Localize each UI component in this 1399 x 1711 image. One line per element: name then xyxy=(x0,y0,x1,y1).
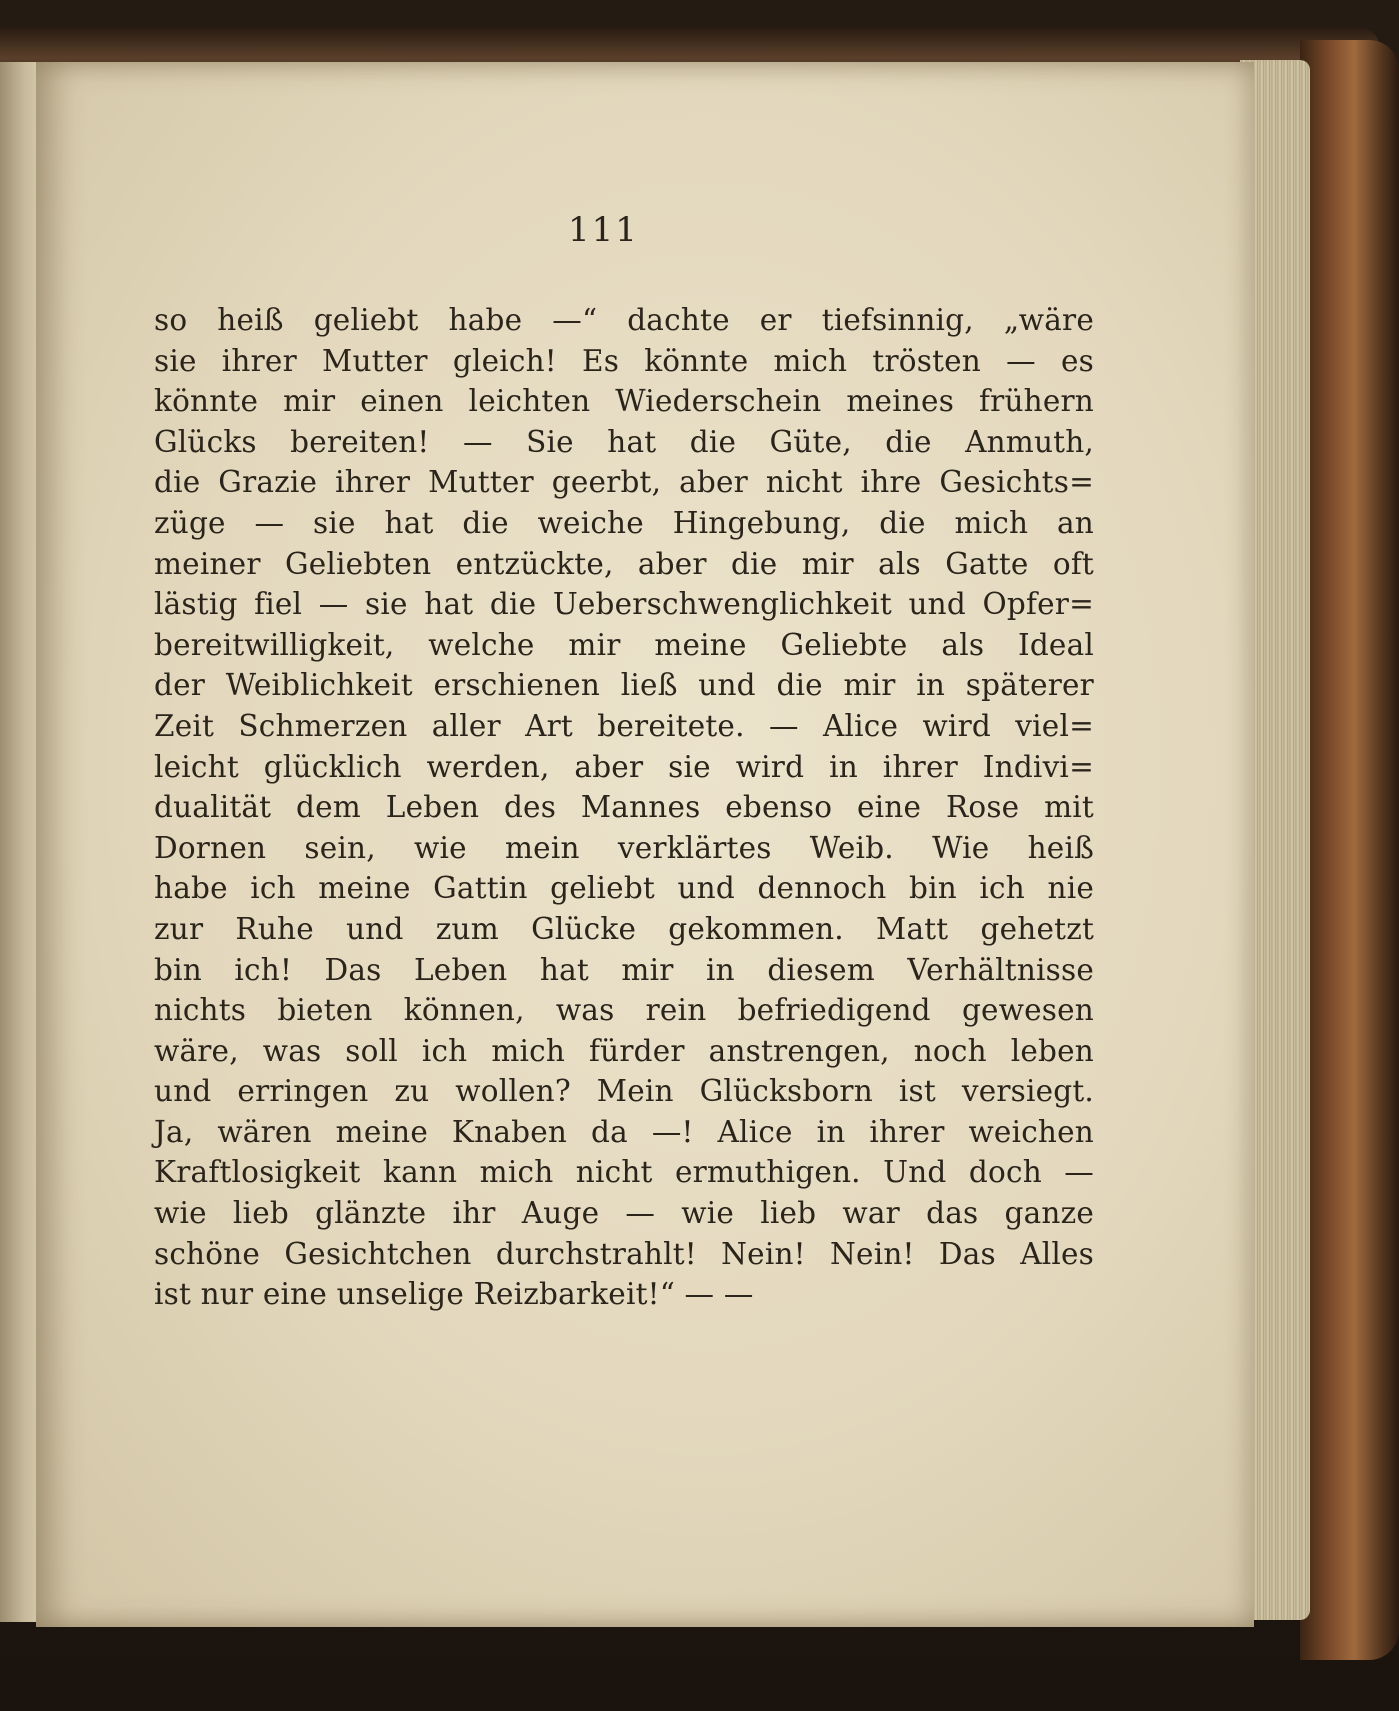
text-line: meiner Geliebten entzückte, aber die mir als Gatte oft xyxy=(154,546,1094,581)
text-line: wie lieb glänzte ihr Auge — wie lieb war das ganze xyxy=(154,1196,1094,1231)
text-line: habe ich meine Gattin geliebt und dennoch bin ich nie xyxy=(154,871,1094,906)
body-text xyxy=(154,300,1094,1315)
text-line: Kraftlosigkeit kann mich nicht ermuthigen. Und doch — xyxy=(154,1155,1094,1190)
text-line: zur Ruhe und zum Glücke gekommen. Matt gehetzt xyxy=(154,911,1094,946)
text-line: dualität dem Leben des Mannes ebenso eine Rose mit xyxy=(154,790,1094,825)
text-line-last: ist nur eine unselige Reizbarkeit!“ — — xyxy=(154,1277,754,1312)
text-line: bereitwilligkeit, welche mir meine Geliebte als Ideal xyxy=(154,627,1094,662)
text-line: züge — sie hat die weiche Hingebung, die mich an xyxy=(154,505,1094,540)
text-line: der Weiblichkeit erschienen ließ und die mir in späterer xyxy=(154,668,1094,703)
text-line: so heiß geliebt habe —“ dachte er tiefsinnig, „wäre xyxy=(154,303,1094,337)
text-line: nichts bieten können, was rein befriedigend gewesen xyxy=(154,993,1094,1028)
text-line: Dornen sein, wie mein verklärtes Weib. Wie heiß xyxy=(154,830,1094,865)
text-line: die Grazie ihrer Mutter geerbt, aber nicht ihre Gesichts= xyxy=(154,465,1094,500)
text-line: könnte mir einen leichten Wiederschein meines frühern xyxy=(154,384,1094,419)
text-line: wäre, was soll ich mich fürder anstrengen, noch leben xyxy=(154,1033,1094,1068)
text-line: und erringen zu wollen? Mein Glücksborn ist versiegt. xyxy=(154,1074,1094,1109)
text-line: leicht glücklich werden, aber sie wird in ihrer Indivi= xyxy=(154,749,1094,784)
text-line: Ja, wären meine Knaben da —! Alice in ihrer weichen xyxy=(154,1114,1094,1149)
text-line: lästig fiel — sie hat die Ueberschwenglichkeit und Opfer= xyxy=(154,587,1094,622)
text-line: sie ihrer Mutter gleich! Es könnte mich trösten — es xyxy=(154,343,1094,378)
text-line: schöne Gesichtchen durchstrahlt! Nein! Nein! Das Alles xyxy=(154,1236,1094,1271)
text-line: bin ich! Das Leben hat mir in diesem Verhältnisse xyxy=(154,952,1094,987)
text-line: Zeit Schmerzen aller Art bereitete. — Alice wird viel= xyxy=(154,708,1094,743)
page-number: 111 xyxy=(568,210,639,250)
text-line: Glücks bereiten! — Sie hat die Güte, die Anmuth, xyxy=(154,424,1094,459)
book-cover-spine-edge xyxy=(1300,40,1399,1660)
